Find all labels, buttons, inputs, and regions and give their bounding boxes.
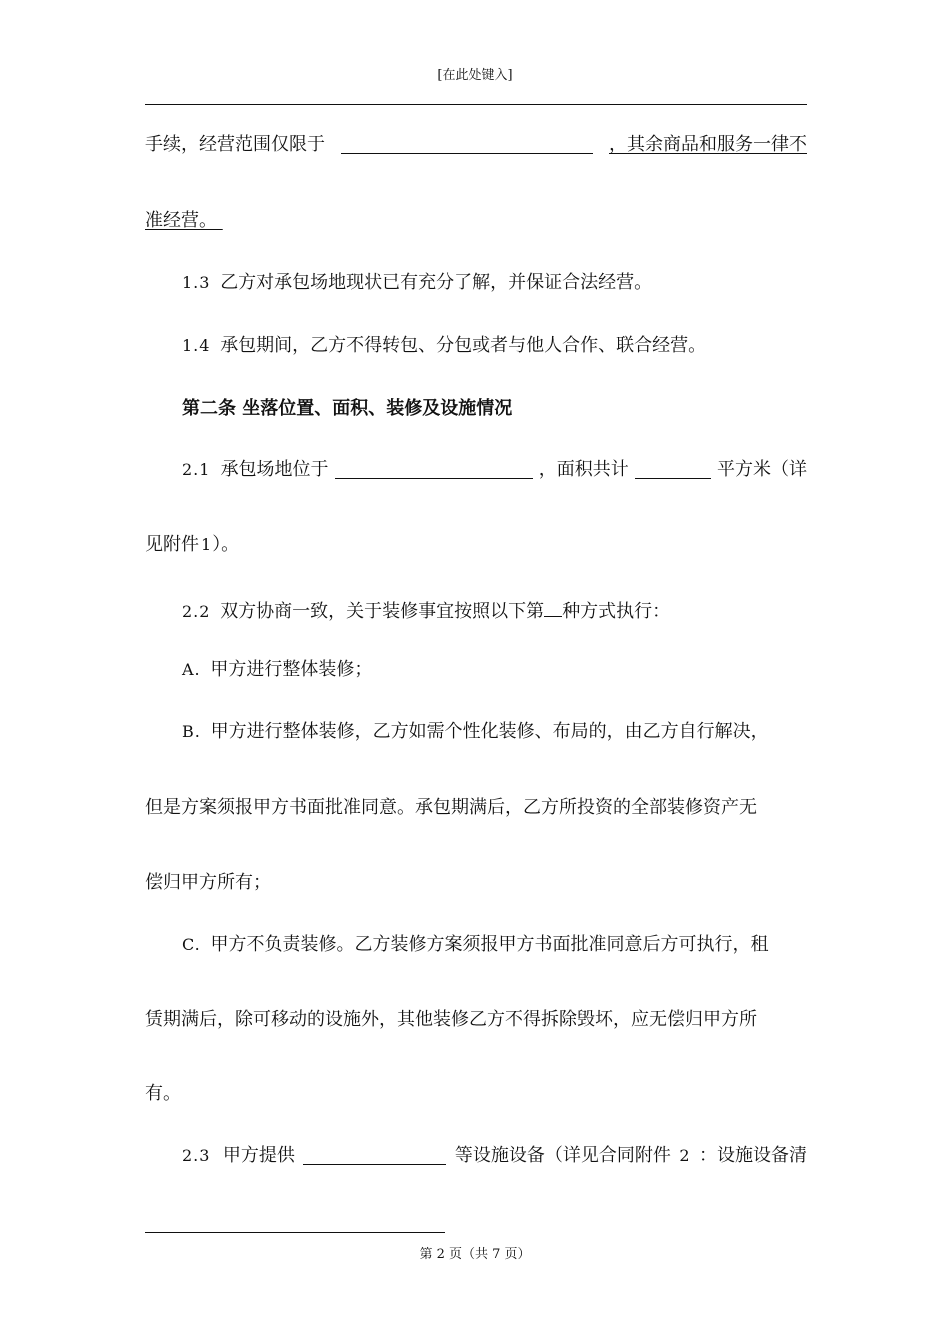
clause-2-3 [145, 1143, 807, 1169]
line2 [145, 208, 223, 234]
line1-text-b: ，其余商品和服务一律不 [609, 134, 807, 155]
clause-1-4 [182, 333, 706, 359]
line2-text: 准经营。 [145, 210, 217, 231]
footer-divider [145, 1232, 445, 1233]
option-c-continued-1: 赁期满后，除可移动的设施外，其他装修乙方不得拆除毁坏，应无偿归甲方所 [145, 1009, 757, 1030]
clause-2-2-text-b: 种方式执行： [562, 601, 671, 622]
line1-text-a: 手续，经营范围仅限于 [145, 134, 325, 155]
clause-1-3 [182, 270, 652, 296]
location-blank [335, 457, 533, 479]
clause-1-2-continued [145, 132, 807, 158]
clause-1-4-text: 承包期间，乙方不得转包、分包或者与他人合作、联合经营。 [220, 335, 707, 356]
option-a-label: A. [182, 660, 201, 679]
option-b-text: 甲方进行整体装修，乙方如需个性化装修、布局的，由乙方自行解决， [210, 721, 769, 742]
clause-2-1-text-c: 平方米（详 [717, 459, 807, 480]
facilities-blank [303, 1143, 446, 1165]
page-header: [在此处键入] [437, 68, 513, 83]
option-a [182, 657, 372, 683]
option-choice-blank [544, 595, 562, 617]
clause-2-3-text-a: 甲方提供 [222, 1145, 295, 1166]
option-a-text: 甲方进行整体装修； [210, 659, 373, 680]
option-b-continued-1: 但是方案须报甲方书面批准同意。承包期满后，乙方所投资的全部装修资产无 [145, 797, 757, 818]
clause-2-1-cont-text-b: ）。 [212, 534, 240, 555]
article-2-title: 第二条 坐落位置、面积、装修及设施情况 [182, 398, 513, 419]
option-b-label: B. [182, 722, 201, 741]
clause-2-1-cont-text-a: 见附件 [145, 534, 199, 555]
clause-2-1-text-b: ，面积共计 [538, 459, 629, 480]
clause-2-3-text-c: ：设施设备清 [698, 1145, 807, 1166]
option-b-continued-2: 偿归甲方所有； [145, 872, 271, 893]
page-number: 第 2 页（共 7 页） [419, 1247, 531, 1262]
clause-2-3-text-b: 等设施设备（详见合同附件 [454, 1145, 671, 1166]
option-c-continued-2: 有。 [145, 1083, 181, 1104]
clause-2-1-number: 2.1 [182, 460, 211, 479]
option-c [182, 932, 769, 958]
clause-2-2-text-a: 双方协商一致，关于装修事宜按照以下第 [220, 601, 545, 622]
clause-2-2-number: 2.2 [182, 602, 211, 621]
annex-number: 1 [201, 535, 213, 554]
header-divider [145, 104, 807, 105]
clause-2-3-annex-number: 2 [679, 1146, 691, 1165]
clause-2-1-text-a: 承包场地位于 [220, 459, 329, 480]
option-c-label: C. [182, 935, 201, 954]
option-b [182, 719, 769, 745]
clause-2-1-continued [145, 532, 239, 558]
clause-1-3-number: 1.3 [182, 273, 211, 292]
business-scope-blank [341, 132, 593, 154]
clause-2-2 [182, 595, 670, 621]
clause-2-3-number: 2.3 [182, 1146, 211, 1165]
clause-2-1 [145, 457, 807, 483]
area-blank [635, 457, 711, 479]
option-c-text: 甲方不负责装修。乙方装修方案须报甲方书面批准同意后方可执行，租 [210, 934, 769, 955]
clause-1-3-text: 乙方对承包场地现状已有充分了解，并保证合法经营。 [220, 272, 653, 293]
clause-1-4-number: 1.4 [182, 336, 211, 355]
